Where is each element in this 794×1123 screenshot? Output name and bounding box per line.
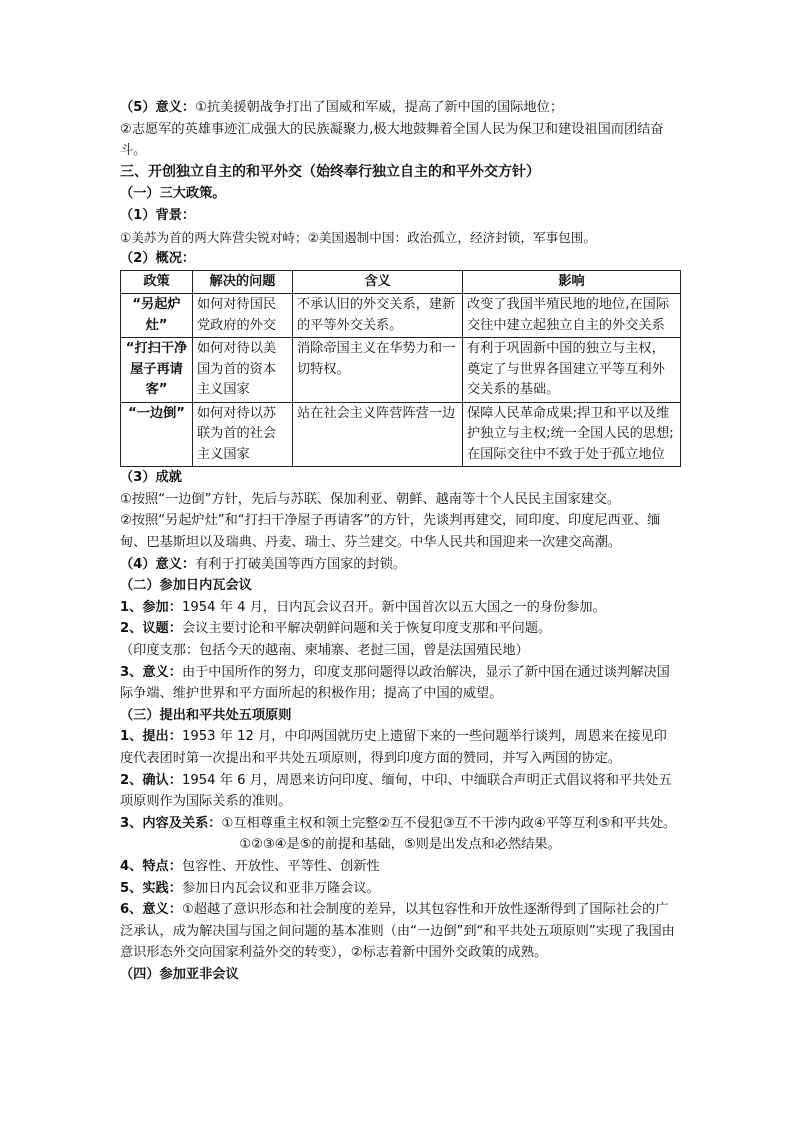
table-row	[121, 294, 681, 338]
policy-table-header-row	[121, 270, 681, 294]
geneva-3-text: 由于中国所作的努力，印度支那问题得以政治解决，显示了新中国在通过谈判解决国际争端、维护世界和平方面所起的积极作用；提高了中国的威望。	[120, 664, 670, 702]
table-row	[121, 338, 681, 403]
table-cell-policy: “打扫干净屋子再请客”	[121, 338, 193, 403]
principles-4-text: 包容性、开放性、平等性、创新性	[181, 858, 380, 874]
overview-title: （2）概况：	[120, 251, 196, 267]
principles-2	[120, 770, 680, 813]
geneva-3-label: 3、意义：	[120, 664, 182, 680]
policy-table	[120, 270, 681, 468]
principles-6-label: 6、意义：	[120, 902, 182, 918]
table-cell-policy: “一边倒”	[121, 402, 193, 467]
principles-6-text: ①超越了意识形态和社会制度的差异，以其包容性和开放性逐渐得到了国际社会的广泛承认，成为解决国与国之间问题的基本准则（由“一边倒”到“和平共处五项原则”实现了我国由意识形态外交向国家利益外交的转变），②标志着新中国外交政策的成熟。	[120, 902, 675, 961]
significance-5-line	[120, 97, 680, 119]
volunteer-heroes-text: ②志愿军的英雄事迹汇成强大的民族凝聚力,极大地鼓舞着全国人民为保卫和建设祖国而团结奋斗。	[120, 121, 664, 159]
geneva-3	[120, 662, 680, 705]
principles-3-label: 3、内容及关系：	[120, 815, 222, 831]
geneva-1-text: 1954 年 4 月，日内瓦会议召开。新中国首次以五大国之一的身份参加。	[181, 599, 606, 615]
table-cell-problem: 如何对待国民党政府的外交	[193, 294, 293, 338]
table-cell-impact: 保障人民革命成果;捍卫和平以及维护独立与主权;统一全国人民的思想;在国际交往中不致于处于孤立地位	[463, 402, 681, 467]
table-cell-meaning: 消除帝国主义在华势力和一切特权。	[293, 338, 463, 403]
principles-5	[120, 878, 680, 900]
principles-2-label: 2、确认：	[120, 772, 182, 788]
section-3-title: 三、开创独立自主的和平外交（始终奉行独立自主的和平外交方针）	[120, 163, 540, 180]
table-header-policy: 政策	[121, 270, 193, 294]
table-cell-impact: 有利于巩固新中国的独立与主权，奠定了与世界各国建立平等互利外交关系的基础。	[463, 338, 681, 403]
table-row	[121, 402, 681, 467]
significance-5-label: （5）意义：	[120, 100, 196, 115]
principles-3-text: ①互相尊重主权和领土完整②互不侵犯③互不干涉内政④平等互利⑤和平共处。	[221, 815, 677, 831]
table-header-problem: 解决的问题	[193, 270, 293, 294]
table-cell-impact: 改变了我国半殖民地的地位,在国际交往中建立起独立自主的外交关系	[463, 294, 681, 338]
table-header-impact: 影响	[463, 270, 681, 294]
table-cell-problem: 如何对待以美国为首的资本主义国家	[193, 338, 293, 403]
table-header-meaning: 含义	[293, 270, 463, 294]
significance-4-label: （4）意义：	[120, 556, 196, 572]
volunteer-heroes-line	[120, 119, 680, 162]
table-cell-meaning: 不承认旧的外交关系，建新的平等外交关系。	[293, 294, 463, 338]
subsection-4-title: （四）参加亚非会议	[120, 966, 239, 982]
significance-5-text: ①抗美援朝战争打出了国威和军威，提高了新中国的国际地位；	[195, 100, 564, 115]
geneva-2	[120, 618, 680, 640]
table-cell-policy: “另起炉灶”	[121, 294, 193, 338]
significance-4-line	[120, 554, 680, 576]
geneva-1-label: 1、参加：	[120, 599, 182, 615]
principles-1-text: 1953 年 12 月，中印两国就历史上遗留下来的一些问题举行谈判，周恩来在接见印度代表团时第一次提出和平共处五项原则，得到印度方面的赞同，并写入两国的协定。	[120, 729, 667, 766]
principles-3-relation: ①②③④是⑤的前提和基础，⑤则是出发点和必然结果。	[239, 837, 561, 853]
achievement-1: ①按照“一边倒”方针，先后与苏联、保加利亚、朝鲜、越南等十个人民民主国家建交。	[120, 491, 621, 507]
subsection-3-title: （三）提出和平共处五项原则	[120, 707, 292, 723]
subsection-2-title: （二）参加日内瓦会议	[120, 578, 252, 594]
document-body	[120, 97, 680, 986]
principles-4	[120, 856, 680, 878]
geneva-2-note: （印度支那：包括今天的越南、柬埔寨、老挝三国，曾是法国殖民地）	[120, 643, 529, 658]
background-title: （1）背景：	[120, 207, 196, 223]
principles-5-text: 参加日内瓦会议和亚非万隆会议。	[181, 880, 380, 896]
achievement-2: ②按照“另起炉灶”和“打扫干净屋子再请客”的方针，先谈判再建交，同印度、印度尼西亚、缅甸、巴基斯坦以及瑞典、丹麦、瑞士、芬兰建交。中华人民共和国迎来一次建交高潮。	[120, 513, 661, 551]
principles-6	[120, 899, 680, 964]
achievements-title: （3）成就	[120, 470, 182, 486]
background-text: ①美苏为首的两大阵营尖锐对峙；②美国遏制中国：政治孤立，经济封锁，军事包围。	[120, 229, 596, 245]
principles-2-text: 1954 年 6 月，周恩来访问印度、缅甸，中印、中缅联合声明正式倡议将和平共处五项原则作为国际关系的准则。	[120, 772, 672, 810]
principles-4-label: 4、特点：	[120, 858, 182, 874]
geneva-2-text: 会议主要讨论和平解决朝鲜问题和关于恢复印度支那和平问题。	[181, 621, 552, 637]
principles-1	[120, 726, 680, 769]
geneva-1	[120, 597, 680, 619]
table-cell-meaning: 站在社会主义阵营阵营一边	[293, 402, 463, 467]
geneva-2-label: 2、议题：	[120, 621, 182, 637]
subsection-1-title: （一）三大政策。	[120, 186, 226, 202]
principles-1-label: 1、提出：	[120, 729, 182, 745]
principles-3	[120, 813, 680, 835]
significance-4-text: 有利于打破美国等西方国家的封锁。	[195, 556, 407, 572]
principles-5-label: 5、实践：	[120, 880, 182, 896]
table-cell-problem: 如何对待以苏联为首的社会主义国家	[193, 402, 293, 467]
